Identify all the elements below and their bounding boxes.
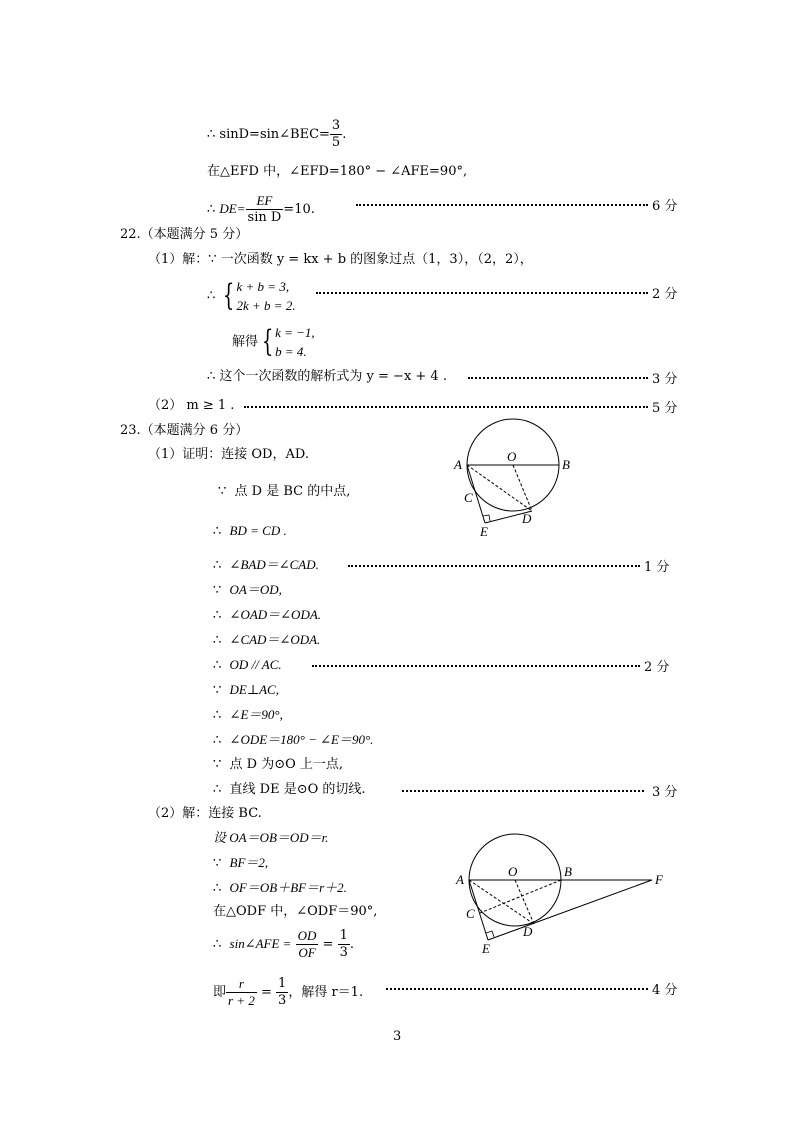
- score-mark: 3 分: [652, 785, 678, 800]
- proof-step-text: BD = CD .: [229, 523, 287, 538]
- proof-step-text: 点 D 是 BC 的中点,: [234, 484, 351, 499]
- bf-line: ∵ BF＝2,: [213, 855, 269, 871]
- proof-step: [213, 706, 283, 725]
- score-mark: 4 分: [652, 983, 678, 998]
- proof-step: [218, 483, 350, 501]
- proof-step-text: ∠CAD＝∠ODA.: [229, 632, 321, 647]
- triangle-efd-line: 在△EFD 中，∠EFD=180° − ∠AFE=90°,: [207, 164, 468, 179]
- fraction: $\frac{1}{3}$: [339, 928, 348, 960]
- ji-line: 即 $\frac{r}{r + 2}$ = $\frac{1}{3}$ ，解得 r＝1.: [213, 976, 364, 1008]
- proof-step: [213, 681, 279, 700]
- proof-step: [213, 781, 366, 799]
- therefore-symbol: ∴: [213, 658, 222, 673]
- label-a: A: [454, 457, 462, 472]
- therefore-symbol: ∴: [213, 633, 222, 648]
- score-mark: 6 分: [652, 199, 678, 214]
- proof-step-text: 点 D 为⊙O 上一点,: [229, 757, 344, 772]
- score-leader-dots: [244, 406, 648, 408]
- because-symbol: ∵: [218, 484, 227, 499]
- geometry-figure-1: [440, 410, 600, 540]
- therefore-symbol: ∴: [213, 782, 222, 797]
- label-e: E: [480, 524, 488, 539]
- label-b: B: [564, 864, 572, 879]
- fraction: $\frac{OD}{OF}$: [297, 928, 317, 960]
- because-symbol: ∵: [213, 683, 222, 698]
- proof-step-text: ∠BAD＝∠CAD.: [229, 557, 319, 572]
- proof-step-text: OD // AC.: [229, 657, 282, 672]
- score-leader-dots: [386, 988, 648, 990]
- proof-step: [213, 556, 319, 575]
- question-23-heading: 23.（本题满分 6 分）: [120, 423, 249, 438]
- page-number: 3: [393, 1029, 402, 1044]
- score-leader-dots: [312, 665, 640, 667]
- therefore-symbol: ∴: [213, 708, 222, 723]
- label-a: A: [456, 872, 464, 887]
- of-line: ∴ OF＝OB＋BF＝r＋2.: [213, 880, 347, 896]
- label-d: D: [523, 924, 533, 939]
- proof-step: [213, 756, 343, 774]
- label-o: O: [507, 449, 517, 464]
- label-d: D: [522, 511, 532, 526]
- fraction: $\frac{3}{5}$: [331, 118, 341, 150]
- fraction: $\frac{EF}{\text{sin D}}$: [247, 193, 282, 225]
- geometry-figure-2: [448, 820, 678, 960]
- label-c: C: [466, 906, 475, 921]
- proof-step-text: 直线 DE 是⊙O 的切线.: [229, 782, 366, 797]
- score-leader-dots: [402, 790, 644, 792]
- q23-part1: （1）证明：连接 OD，AD.: [148, 447, 309, 462]
- label-f: F: [655, 872, 663, 887]
- let-radius-line: 设 OA＝OB＝OD＝r.: [213, 830, 329, 845]
- score-mark: 3 分: [652, 372, 678, 387]
- therefore-symbol: ∴: [213, 524, 222, 539]
- q22-result: ∴ 这个一次函数的解析式为 y = −x + 4 .: [207, 369, 447, 384]
- sin-afe-line: ∴ sin∠AFE = $\frac{OD}{OF}$ = $\frac{1}{3}$ .: [213, 928, 354, 960]
- score-mark: 2 分: [644, 660, 670, 675]
- label-b: B: [562, 457, 570, 472]
- score-mark: 2 分: [652, 287, 678, 302]
- fraction: $\frac{r}{r + 2}$: [228, 976, 255, 1008]
- proof-step: [213, 581, 282, 600]
- label-e: E: [482, 941, 490, 956]
- proof-step: [213, 631, 320, 650]
- score-mark: 5 分: [652, 401, 678, 416]
- q22-system: ∴ { k + b = 3, 2k + b = 2.: [207, 278, 296, 313]
- because-symbol: ∵: [213, 583, 222, 598]
- proof-step: [213, 731, 373, 750]
- segment-ad-dashed: [469, 880, 534, 924]
- label-c: C: [464, 490, 473, 505]
- because-symbol: ∵: [213, 757, 222, 772]
- segment-bc-dashed: [480, 880, 561, 913]
- triangle-odf-line: 在△ODF 中，∠ODF＝90°,: [213, 904, 378, 919]
- q23-part2: （2）解：连接 BC.: [148, 806, 262, 821]
- proof-step: [213, 656, 282, 675]
- score-leader-dots: [348, 565, 640, 567]
- de-line: ∴ DE= $\frac{EF}{\text{sin D}}$ =10.: [207, 193, 315, 225]
- q22-part2: （2） m ≥ 1 .: [148, 398, 235, 413]
- score-leader-dots: [316, 292, 648, 294]
- proof-step-text: ∠ODE＝180° − ∠E＝90°.: [229, 732, 374, 747]
- proof-step-text: DE⊥AC,: [229, 682, 279, 697]
- proof-step-text: ∠OAD＝∠ODA.: [229, 607, 322, 622]
- proof-step: [213, 606, 321, 625]
- label-o: O: [508, 864, 518, 879]
- score-mark: 1 分: [644, 560, 670, 575]
- proof-step-text: OA＝OD,: [229, 582, 282, 597]
- fraction: $\frac{1}{3}$: [278, 976, 287, 1008]
- score-leader-dots: [468, 377, 648, 379]
- therefore-symbol: ∴: [213, 733, 222, 748]
- q22-part1: （1）解：∵ 一次函数 y = kx + b 的图象过点（1，3），（2，2），: [148, 252, 533, 267]
- proof-step-text: ∠E＝90°,: [229, 707, 283, 722]
- question-22-heading: 22.（本题满分 5 分）: [120, 227, 249, 242]
- score-leader-dots: [356, 204, 648, 206]
- q22-solution: 解得 { k = −1, b = 4.: [232, 324, 315, 359]
- therefore-symbol: ∴: [213, 608, 222, 623]
- therefore-symbol: ∴: [213, 558, 222, 573]
- sinD-line: ∴ sinD=sin∠BEC= $\frac{3}{5}$ .: [207, 118, 347, 150]
- segment-ad-dashed: [467, 465, 532, 511]
- proof-step: [213, 522, 287, 541]
